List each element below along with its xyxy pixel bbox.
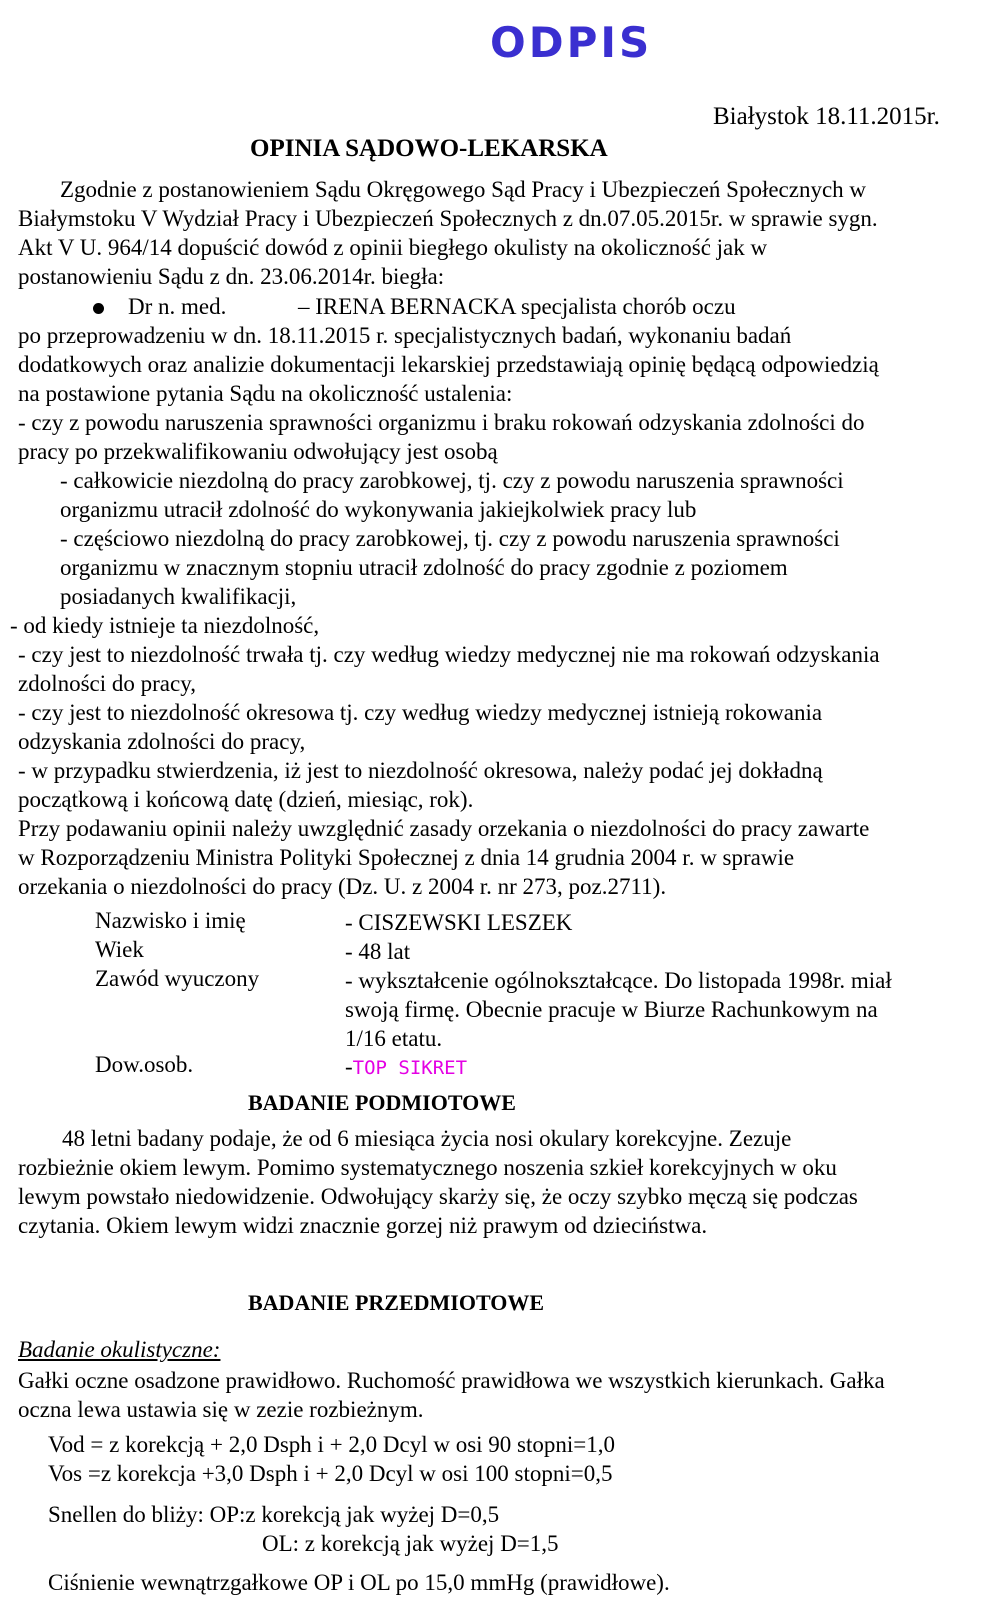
expert-name: – IRENA BERNACKA specjalista chorób oczu [298,294,736,319]
name-value: - CISZEWSKI LESZEK [345,910,573,935]
intro-line: Zgodnie z postanowieniem Sądu Okręgowego Sąd Pracy i Ubezpieczeń Społecznych w [60,177,867,202]
question-line: zdolności do pracy, [18,671,196,696]
snellen-op-line: Snellen do bliży: OP:z korekcją jak wyżej D=0,5 [48,1502,500,1527]
option-line: - częściowo niezdolną do pracy zarobkowej, tj. czy z powodu naruszenia sprawności [60,526,840,551]
body-line: pracy po przekwalifikowaniu odwołujący jest osobą [18,439,498,464]
copy-stamp: ODPIS [490,18,653,67]
body-line: w Rozporządzeniu Ministra Polityki Społecznej z dnia 14 grudnia 2004 r. w sprawie [18,845,795,870]
intro-line: postanowieniu Sądu z dn. 23.06.2014r. biegła: [18,264,445,289]
objective-line: oczna lewa ustawia się w zezie rozbieżnym. [18,1397,424,1422]
question-line: odzyskania zdolności do pracy, [18,729,306,754]
option-line: organizmu w znacznym stopniu utracił zdolność do pracy zgodnie z poziomem [60,555,788,580]
question-line: - w przypadku stwierdzenia, iż jest to niezdolność okresowa, należy podać jej dokładną [18,758,823,783]
subjective-line: czytania. Okiem lewym widzi znacznie gorzej niż prawym od dzieciństwa. [18,1213,708,1238]
question-line: - od kiedy istnieje ta niezdolność, [10,613,320,638]
objective-heading: BADANIE PRZEDMIOTOWE [248,1290,545,1315]
intro-line: Akt V U. 964/14 dopuścić dowód z opinii biegłego okulisty na okoliczność jak w [18,235,768,260]
ophthalmic-subheading: Badanie okulistyczne: [18,1337,221,1362]
profession-line: 1/16 etatu. [345,1026,443,1051]
profession-line: - wykształcenie ogólnokształcące. Do listopada 1998r. miał [345,968,892,993]
body-line: dodatkowych oraz analizie dokumentacji lekarskiej przedstawiają opinię będącą odpowiedzią [18,352,879,377]
id-label: Dow.osob. [95,1052,194,1077]
objective-line: Gałki oczne osadzone prawidłowo. Ruchomość prawidłowa we wszystkich kierunkach. Gałka [18,1368,885,1393]
age-value: - 48 lat [345,939,411,964]
question-line: początkową i końcową datę (dzień, miesiąc, rok). [18,787,474,812]
snellen-ol-line: OL: z korekcją jak wyżej D=1,5 [262,1531,559,1556]
profession-line: swoją firmę. Obecnie pracuje w Biurze Rachunkowym na [345,997,878,1022]
city-date: Białystok 18.11.2015r. [713,103,940,130]
expert-title: Dr n. med. [128,294,227,319]
question-line: - czy jest to niezdolność trwała tj. czy według wiedzy medycznej nie ma rokowań odzyskania [18,642,880,667]
subjective-heading: BADANIE PODMIOTOWE [248,1090,516,1115]
id-dash: - [345,1054,353,1079]
option-line: organizmu utracił zdolność do wykonywania jakiejkolwiek pracy lub [60,497,697,522]
pressure-line: Ciśnienie wewnątrzgałkowe OP i OL po 15,0 mmHg (prawidłowe). [48,1570,670,1595]
subjective-line: lewym powstało niedowidzenie. Odwołujący skarży się, że oczy szybko męczą się podczas [18,1184,858,1209]
body-line: - czy z powodu naruszenia sprawności organizmu i braku rokowań odzyskania zdolności do [18,410,865,435]
body-line: orzekania o niezdolności do pracy (Dz. U. z 2004 r. nr 273, poz.2711). [18,874,667,899]
body-line: po przeprowadzeniu w dn. 18.11.2015 r. specjalistycznych badań, wykonaniu badań [18,323,792,348]
profession-value [345,966,985,1053]
body-line: na postawione pytania Sądu na okoliczność ustalenia: [18,381,513,406]
option-line: - całkowicie niezdolną do pracy zarobkowej, tj. czy z powodu naruszenia sprawności [60,468,844,493]
bullet-icon [93,303,104,314]
name-label: Nazwisko i imię [95,908,246,933]
document-title: OPINIA SĄDOWO-LEKARSKA [250,135,608,162]
vod-line: Vod = z korekcją + 2,0 Dsph i + 2,0 Dcyl w osi 90 stopni=1,0 [48,1432,616,1457]
vos-line: Vos =z korekcja +3,0 Dsph i + 2,0 Dcyl w osi 100 stopni=0,5 [48,1461,613,1486]
option-line: posiadanych kwalifikacji, [60,584,297,609]
id-number: TOP SIKRET [352,1057,468,1079]
age-label: Wiek [95,937,144,962]
subjective-line: 48 letni badany podaje, że od 6 miesiąca życia nosi okulary korekcyjne. Zezuje [62,1126,792,1151]
profession-label: Zawód wyuczony [95,966,260,991]
id-value [345,1052,985,1083]
question-line: - czy jest to niezdolność okresowa tj. czy według wiedzy medycznej istnieją rokowania [18,700,823,725]
body-line: Przy podawaniu opinii należy uwzględnić zasady orzekania o niezdolności do pracy zawarte [18,816,870,841]
subjective-line: rozbieżnie okiem lewym. Pomimo systematycznego noszenia szkieł korekcyjnych w oku [18,1155,837,1180]
intro-line: Białymstoku V Wydział Pracy i Ubezpieczeń Społecznych z dn.07.05.2015r. w sprawie sygn. [18,206,878,231]
